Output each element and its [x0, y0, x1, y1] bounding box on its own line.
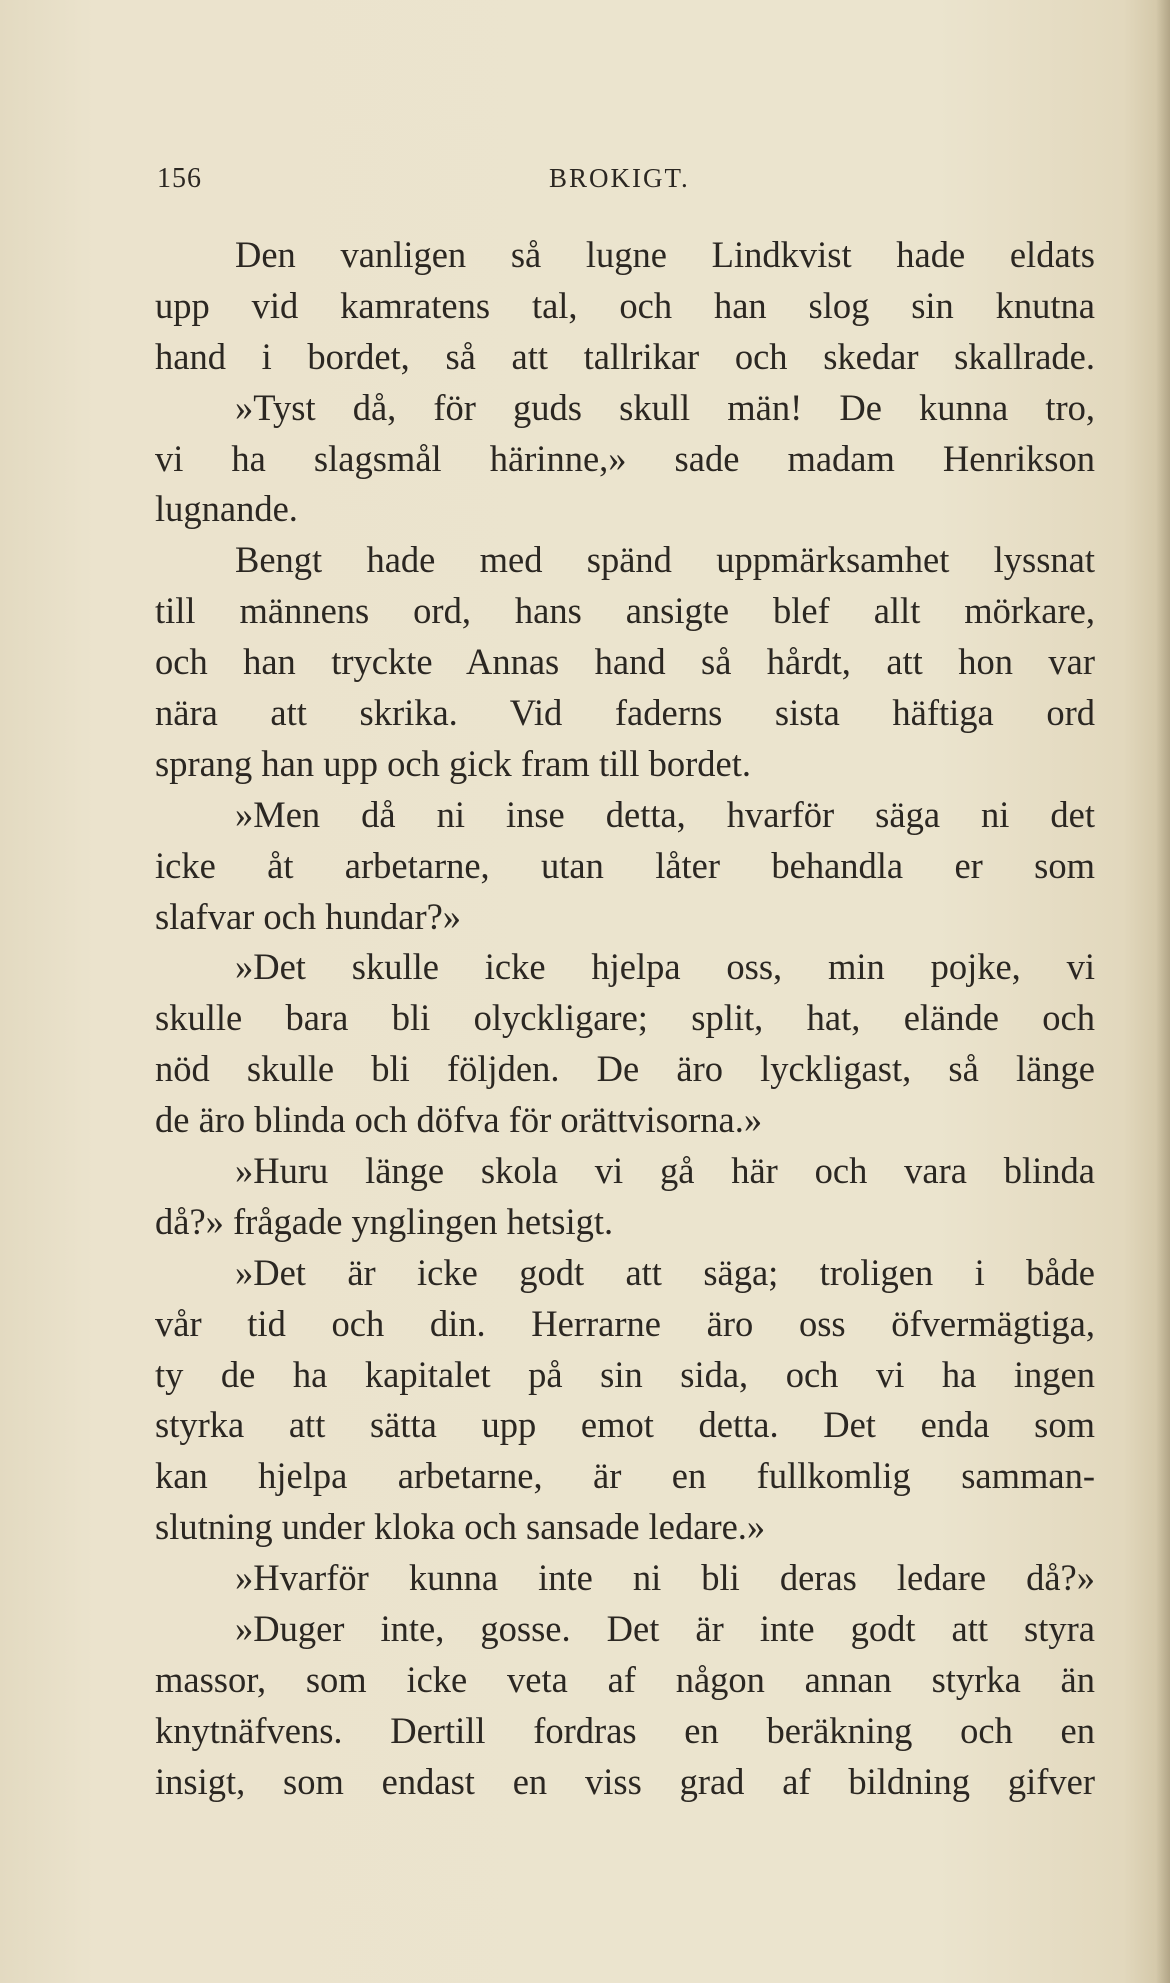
text-line: vår tid och din. Herrarne äro oss öfvermägtiga, — [155, 1302, 1095, 1344]
text-line: slutning under kloka och sansade ledare.» — [155, 1506, 766, 1548]
page-edge-shadow — [1156, 0, 1170, 1983]
text-line: icke åt arbetarne, utan låter behandla er som — [155, 844, 1095, 886]
text-line: Bengt hade med spänd uppmärksamhet lyssnat — [235, 539, 1095, 581]
running-head: BROKIGT. — [549, 163, 690, 193]
text-line: upp vid kamratens tal, och han slog sin knutna — [155, 284, 1095, 326]
text-line: slafvar och hundar?» — [155, 895, 462, 937]
text-line: då?» frågade ynglingen hetsigt. — [155, 1200, 614, 1242]
text-line: till männens ord, hans ansigte blef allt mörkare, — [155, 590, 1095, 632]
text-line: »Men då ni inse detta, hvarför säga ni det — [235, 793, 1095, 835]
text-line: »Tyst då, för guds skull män! De kunna tro, — [235, 386, 1095, 428]
text-line: sprang han upp och gick fram till bordet. — [155, 742, 752, 784]
text-line: »Huru länge skola vi gå här och vara blinda — [235, 1150, 1095, 1192]
text-line: skulle bara bli olyckligare; split, hat, elände och — [155, 997, 1095, 1039]
text-line: insigt, som endast en viss grad af bildning gifver — [155, 1760, 1095, 1802]
text-line: massor, som icke veta af någon annan styrka än — [155, 1658, 1095, 1700]
text-line: »Det är icke godt att säga; troligen i både — [235, 1251, 1095, 1293]
text-line: vi ha slagsmål härinne,» sade madam Henrikson — [155, 437, 1095, 479]
text-line: nära att skrika. Vid faderns sista häftiga ord — [155, 692, 1095, 734]
text-line: Den vanligen så lugne Lindkvist hade eldats — [235, 234, 1095, 275]
text-line: ty de ha kapitalet på sin sida, och vi ha ingen — [155, 1353, 1095, 1395]
text-line: kan hjelpa arbetarne, är en fullkomlig samman- — [155, 1455, 1095, 1497]
text-line: styrka att sätta upp emot detta. Det enda som — [155, 1404, 1095, 1446]
text-line: »Det skulle icke hjelpa oss, min pojke, vi — [235, 946, 1095, 988]
text-line: lugnande. — [155, 488, 298, 530]
text-line: »Duger inte, gosse. Det är inte godt att styra — [235, 1608, 1095, 1650]
text-line: hand i bordet, så att tallrikar och skedar skallrade. — [155, 335, 1095, 377]
page-number: 156 — [157, 163, 202, 194]
text-line: och han tryckte Annas hand så hårdt, att hon var — [155, 641, 1095, 683]
body-text — [155, 230, 1095, 1808]
text-line: de äro blinda och döfva för orättvisorna.» — [155, 1099, 763, 1141]
text-line: nöd skulle bli följden. De äro lyckligast, så länge — [155, 1048, 1095, 1090]
text-line: knytnäfvens. Dertill fordras en beräkning och en — [155, 1709, 1095, 1751]
text-line: »Hvarför kunna inte ni bli deras ledare då?» — [235, 1557, 1095, 1599]
page-header — [157, 163, 1092, 203]
